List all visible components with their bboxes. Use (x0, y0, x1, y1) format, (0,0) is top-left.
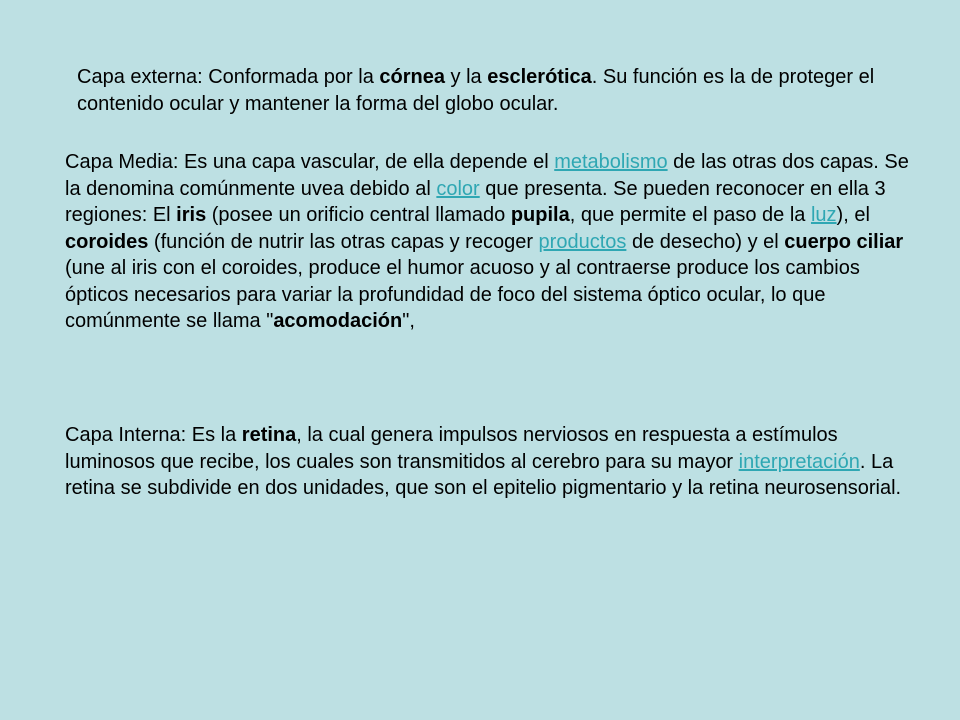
paragraph-capa-media (65, 149, 910, 335)
term-cuerpo-ciliar: cuerpo ciliar (784, 230, 904, 253)
text-span: Capa externa: Conformada por la (77, 66, 380, 88)
link-interpretacion[interactable]: interpretación (738, 450, 860, 473)
text-span: ", (402, 310, 415, 332)
paragraph-capa-interna (65, 422, 910, 502)
text-span: (une al iris con el coroides, produce el humor acuoso y al contraerse produce los cambios ópticos necesarios para variar la profundidad de foco del sistema óptico ocular, lo que comúnmente se llama " (65, 257, 860, 332)
term-acomodacion: acomodación (273, 310, 403, 332)
link-metabolismo[interactable]: metabolismo (554, 151, 668, 173)
term-iris: iris (176, 204, 207, 226)
term-cornea: córnea (379, 66, 445, 88)
text-span: (posee un orificio central llamado (206, 204, 511, 226)
link-luz[interactable]: luz (810, 204, 837, 226)
text-span: ), el (836, 204, 870, 226)
text-span: . La retina se subdivide en dos unidades, que son el epitelio pigmentario y la retina neurosensorial. (65, 450, 902, 499)
text-span: , la cual genera impulsos nerviosos en respuesta a estímulos luminosos que recibe, los cuales son transmitidos al cerebro para su mayor (65, 424, 838, 473)
text-span: que presenta. Se pueden reconocer en ella 3 regiones: El (65, 177, 886, 226)
term-retina: retina (241, 424, 297, 446)
text-span: de las otras dos capas. Se la denomina comúnmente uvea debido al (65, 151, 909, 200)
text-span: Capa Interna: Es la (65, 424, 242, 446)
text-span: , que permite el paso de la (569, 204, 811, 226)
text-span: . Su función es la de proteger el contenido ocular y mantener la forma del globo ocular. (77, 66, 875, 115)
text-span: Capa Media: Es una capa vascular, de ella depende el (65, 151, 555, 173)
text-span: (función de nutrir las otras capas y recoger (148, 230, 539, 253)
link-color[interactable]: color (436, 177, 480, 200)
term-pupila: pupila (510, 204, 570, 226)
paragraph-capa-externa (77, 64, 907, 117)
term-esclerotica: esclerótica (487, 66, 592, 88)
link-productos[interactable]: productos (538, 230, 627, 253)
text-span: y la (445, 66, 488, 88)
text-span: de desecho) y el (626, 230, 785, 253)
term-coroides: coroides (65, 230, 149, 253)
